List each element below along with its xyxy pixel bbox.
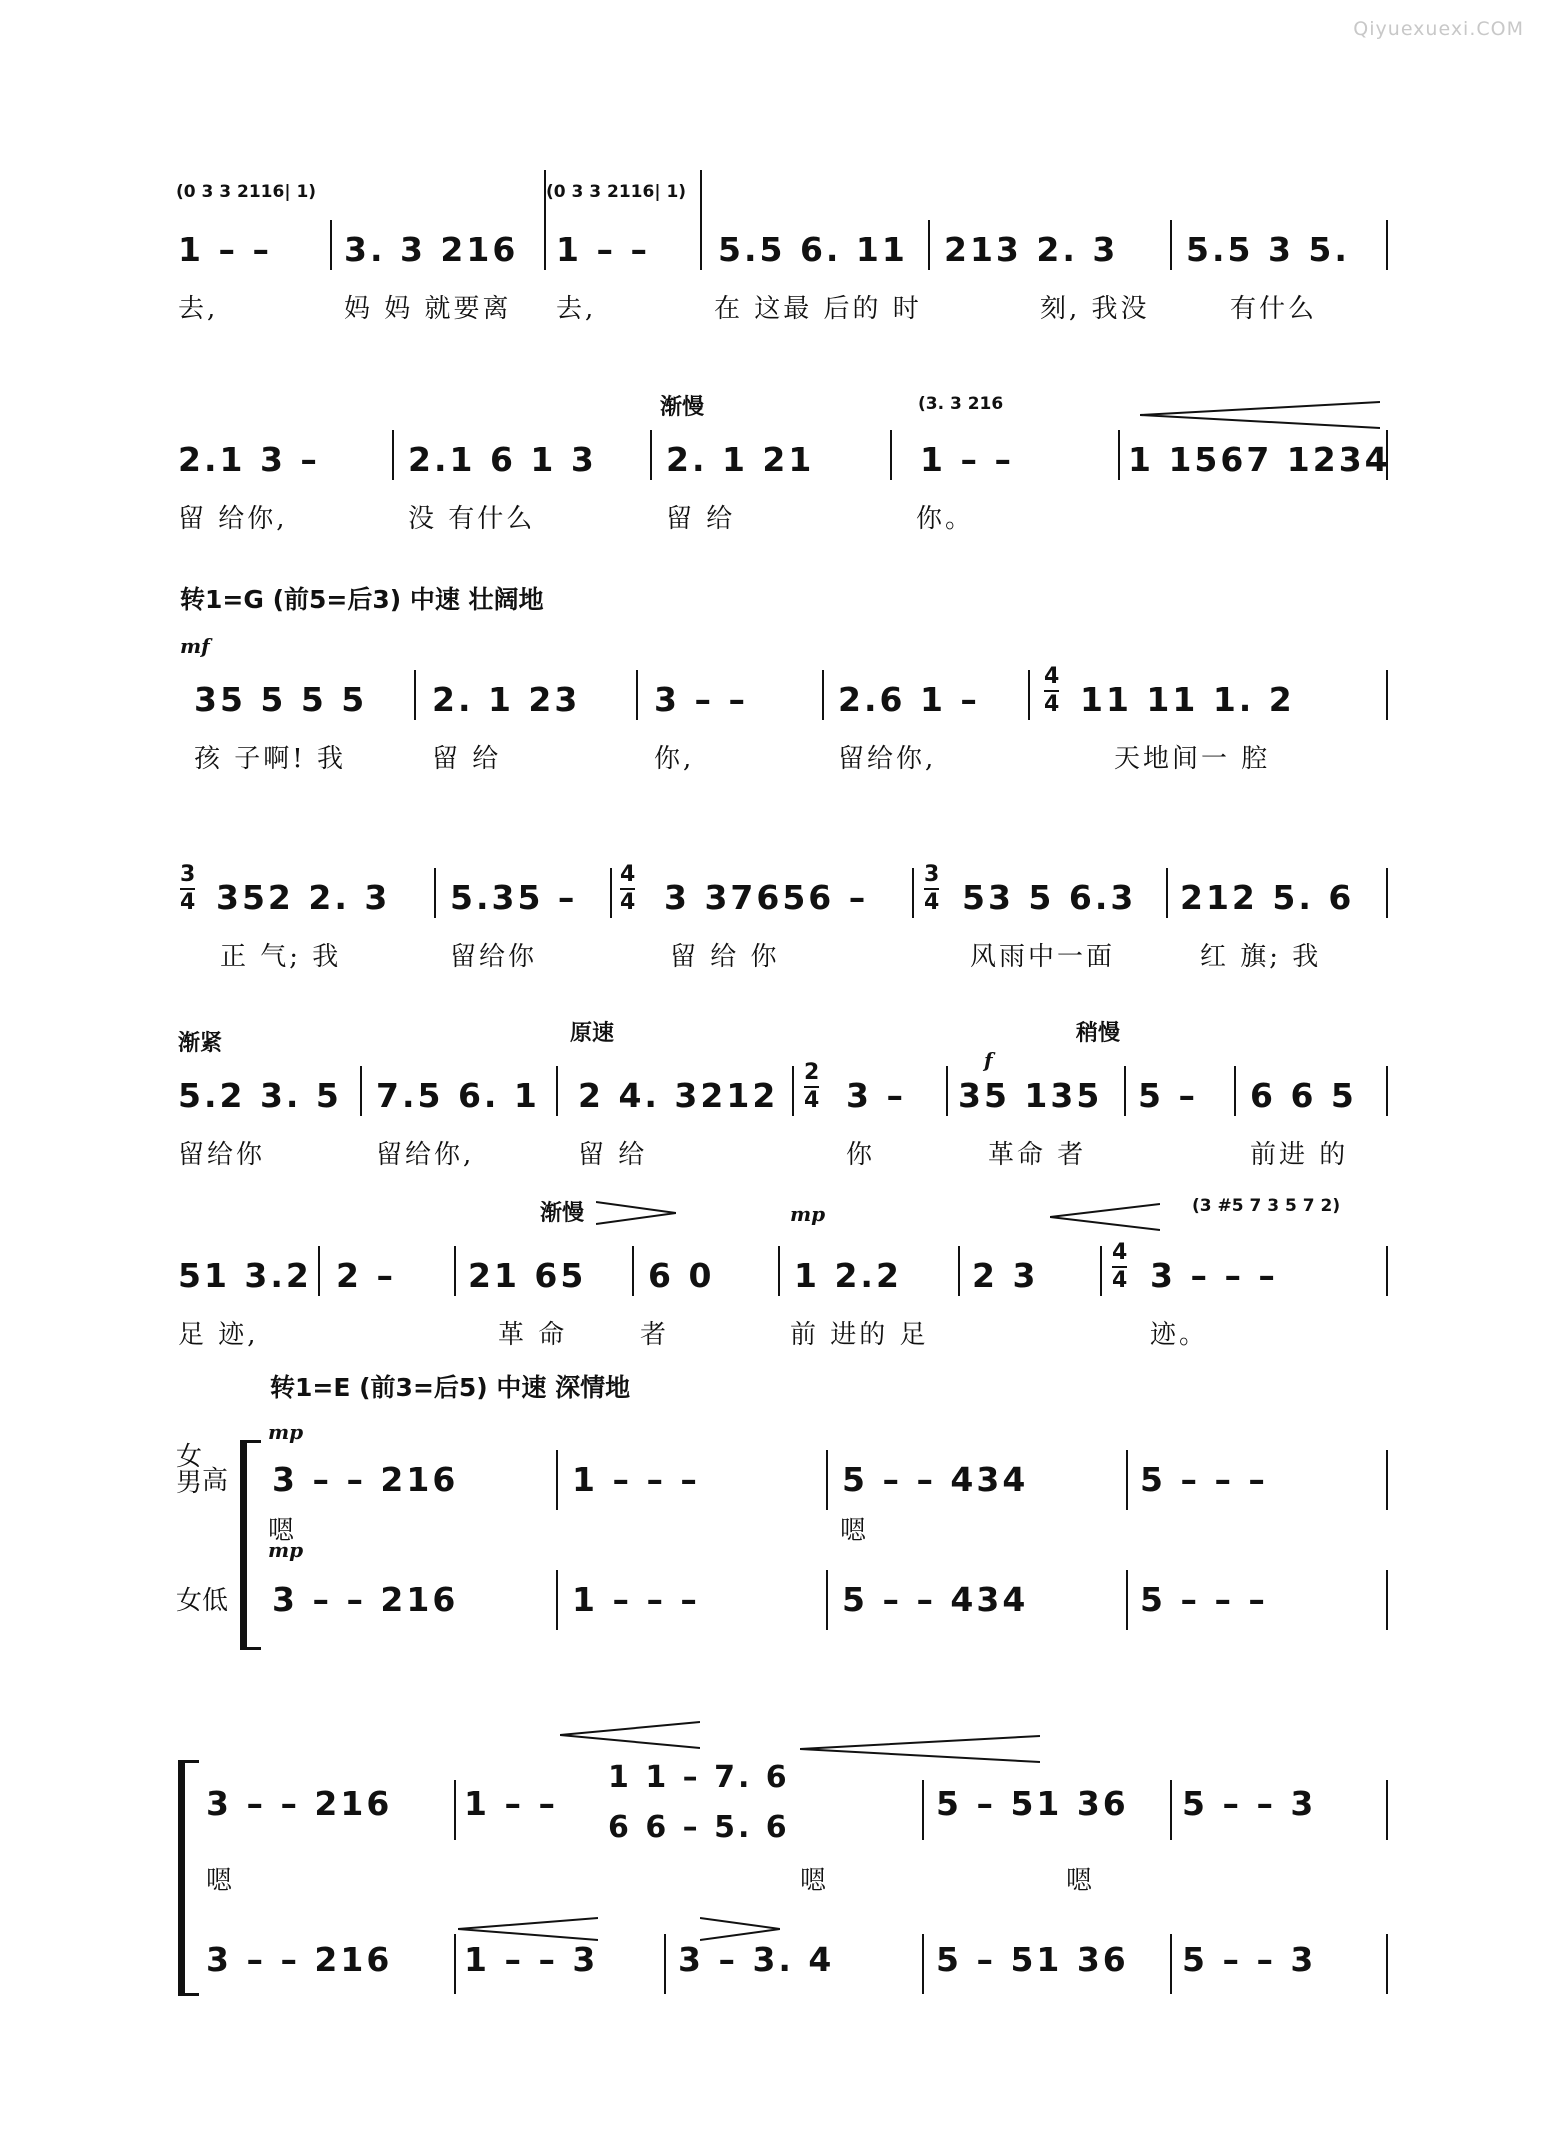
lyric-line: 留 给 (578, 1140, 648, 1170)
measure-notes: 3. 3 216 (344, 230, 519, 269)
time-sig-top: 3 (924, 862, 940, 887)
preamble: (3. 3 216 (918, 394, 1004, 414)
measure-notes-divisi: 6 6 – 5. 6 (608, 1810, 790, 1845)
barline (556, 1066, 558, 1116)
measure-notes: 3 – (846, 1076, 906, 1115)
part-char: 女 (176, 1442, 203, 1472)
barline (700, 170, 702, 270)
lyric-line: 前进 的 (1250, 1140, 1349, 1170)
measure-notes: 2 – (336, 1256, 396, 1295)
measure-notes: 2 3 (972, 1256, 1039, 1295)
measure-notes: 35 5 5 5 (194, 680, 368, 719)
barline (1386, 1934, 1388, 1994)
measure-notes: 3 – – – (1150, 1256, 1278, 1295)
lyric-line: 有什么 (1230, 294, 1318, 324)
barline (636, 670, 638, 720)
measure-notes: 1 – – – (572, 1580, 700, 1619)
tempo-marking: 稍慢 (1076, 1021, 1121, 1046)
time-sig-bottom: 4 (1112, 1268, 1128, 1293)
system-4 (0, 818, 1560, 972)
barline (1386, 220, 1388, 270)
barline (1118, 430, 1120, 480)
lyric-line: 在 这最 后的 时 (714, 294, 922, 324)
barline (1126, 1450, 1128, 1510)
barline (822, 670, 824, 720)
time-signature (804, 1060, 819, 1114)
measure-notes: 53 5 6.3 (962, 878, 1137, 917)
preamble-a: (0 3 3 2116| 1) (176, 182, 317, 202)
lyric-line: 妈 妈 就要离 (344, 294, 512, 324)
barline (556, 1570, 558, 1630)
barline (1100, 1246, 1102, 1296)
measure-notes: 5 – – – (1140, 1460, 1268, 1499)
part-label-upper (176, 1444, 202, 1496)
lyric-line: 革 命 (498, 1320, 568, 1350)
tempo-marking: 原速 (570, 1021, 615, 1046)
barline (1386, 1570, 1388, 1630)
tempo-marking: 渐慢 (540, 1201, 585, 1226)
time-sig-bottom: 4 (924, 890, 940, 915)
measure-notes: 352 2. 3 (216, 878, 391, 917)
part-char: 男 (176, 1468, 203, 1498)
barline (360, 1066, 362, 1116)
key-change: 转1=E (前3=后5) 中速 深情地 (270, 1373, 631, 1402)
lyric-line: 刻, 我没 (1040, 294, 1150, 324)
barline (454, 1246, 456, 1296)
measure-notes: 3 – 3. 4 (678, 1940, 835, 1979)
time-sig-top: 4 (1112, 1240, 1128, 1265)
measure-notes: 1 – – – (572, 1460, 700, 1499)
system-2 (0, 380, 1560, 534)
lyric-line: 留给你 (178, 1140, 266, 1170)
barline (1028, 670, 1030, 720)
measure-notes: 51 3.2 (178, 1256, 312, 1295)
measure-notes: 1 – – (556, 230, 650, 269)
part-label-lower: 女低 (176, 1586, 229, 1616)
measure-notes: 1 1567 1234 (1128, 440, 1391, 479)
time-sig-bottom: 4 (1044, 692, 1060, 717)
lyric-line: 迹。 (1150, 1320, 1209, 1350)
barline (826, 1570, 828, 1630)
measure-notes: 2.6 1 – (838, 680, 980, 719)
lyric-line: 嗯 (268, 1516, 298, 1546)
measure-notes: 213 2. 3 (944, 230, 1119, 269)
preamble-b: (0 3 3 2116| 1) (546, 182, 687, 202)
time-sig-bottom: 4 (620, 890, 636, 915)
barline (792, 1066, 794, 1116)
barline (1170, 1934, 1172, 1994)
measure-notes: 5 – – – (1140, 1580, 1268, 1619)
measure-notes: 7.5 6. 1 (376, 1076, 540, 1115)
lyric-line: 嗯 (206, 1866, 236, 1896)
measure-notes: 5.5 3 5. (1186, 230, 1350, 269)
barline (778, 1246, 780, 1296)
lyric-line: 去, (178, 294, 219, 324)
barline (890, 430, 892, 480)
measure-notes: 2.1 3 – (178, 440, 320, 479)
barline (318, 1246, 320, 1296)
tempo-marking: 渐慢 (660, 395, 705, 420)
barline (1126, 1570, 1128, 1630)
barline (1386, 1246, 1388, 1296)
measure-notes: 1 1 – 7. 6 (608, 1760, 790, 1795)
lyric-line: 嗯 (800, 1866, 830, 1896)
measure-notes: 3 37656 – (664, 878, 869, 917)
lyric-line: 红 旗; 我 (1200, 942, 1322, 972)
lyric-line: 风雨中一面 (970, 942, 1116, 972)
barline (1386, 868, 1388, 918)
lyric-line: 孩 子啊! 我 (194, 744, 346, 774)
choir-bracket (240, 1440, 261, 1650)
barline (556, 1450, 558, 1510)
time-sig-top: 4 (1044, 664, 1060, 689)
barline (928, 220, 930, 270)
measure-notes: 1 – – (178, 230, 272, 269)
barline (922, 1780, 924, 1840)
barline (392, 430, 394, 480)
lyric-line: 你 (846, 1140, 876, 1170)
measure-notes: 3 – – 216 (272, 1580, 459, 1619)
measure-notes: 2. 1 21 (666, 440, 815, 479)
time-signature (1112, 1240, 1127, 1294)
barline (1170, 1780, 1172, 1840)
barline (632, 1246, 634, 1296)
system-1 (0, 170, 1560, 330)
barline (1386, 1780, 1388, 1840)
lyric-line: 留给你, (376, 1140, 475, 1170)
barline (1170, 220, 1172, 270)
lyric-line: 足 迹, (178, 1320, 259, 1350)
measure-notes: 5.35 – (450, 878, 578, 917)
lyric-line: 者 (640, 1320, 670, 1350)
measure-notes: 212 5. 6 (1180, 878, 1355, 917)
barline (1124, 1066, 1126, 1116)
crescendo-hairpin (458, 1916, 598, 1942)
barline (1234, 1066, 1236, 1116)
measure-notes: 5 – – 434 (842, 1580, 1029, 1619)
barline (958, 1246, 960, 1296)
measure-notes: 5 – – 434 (842, 1460, 1029, 1499)
lyric-line: 嗯 (840, 1516, 870, 1546)
time-sig-bottom: 4 (180, 890, 196, 915)
barline (946, 1066, 948, 1116)
measure-notes: 1 2.2 (794, 1256, 902, 1295)
system-3 (0, 620, 1560, 774)
measure-notes: 21 65 (468, 1256, 587, 1295)
system-5 (0, 1016, 1560, 1170)
choir-bracket (178, 1760, 199, 1996)
lyric-line: 留给你 (450, 942, 538, 972)
decrescendo-hairpin (700, 1916, 780, 1942)
measure-notes: 2.1 6 1 3 (408, 440, 597, 479)
lyric-line: 前 进的 足 (790, 1320, 929, 1350)
preamble: (3 #5 7 3 5 7 2) (1192, 1196, 1341, 1216)
key-change: 转1=G (前5=后3) 中速 壮阔地 (180, 585, 544, 614)
measure-notes: 2 4. 3212 (578, 1076, 779, 1115)
barline (912, 868, 914, 918)
measure-notes: 5 – (1138, 1076, 1198, 1115)
barline (1386, 1450, 1388, 1510)
measure-notes: 5 – 51 36 (936, 1940, 1129, 1979)
time-sig-top: 2 (804, 1060, 820, 1085)
lyric-line: 留 给你, (178, 504, 288, 534)
measure-notes: 35 135 (958, 1076, 1103, 1115)
barline (922, 1934, 924, 1994)
barline (330, 220, 332, 270)
dynamic-marking: mf (180, 634, 210, 658)
measure-notes: 1 – – (464, 1784, 558, 1823)
measure-notes: 5 – – 3 (1182, 1940, 1317, 1979)
measure-notes: 1 – – 3 (464, 1940, 599, 1979)
lyric-line: 天地间一 腔 (1114, 744, 1271, 774)
barline (650, 430, 652, 480)
tempo-marking: 渐紧 (178, 1031, 223, 1056)
lyric-line: 留 给 (666, 504, 736, 534)
lyric-line: 去, (556, 294, 597, 324)
choir-system-1 (0, 1420, 1560, 1680)
time-signature (180, 862, 195, 916)
time-signature (620, 862, 635, 916)
barline (1386, 1066, 1388, 1116)
measure-notes: 3 – – 216 (206, 1940, 393, 1979)
time-sig-bottom: 4 (804, 1088, 820, 1113)
time-signature (924, 862, 939, 916)
time-sig-top: 4 (620, 862, 636, 887)
measure-notes: 5.2 3. 5 (178, 1076, 342, 1115)
decrescendo-hairpin (596, 1200, 676, 1226)
measure-notes: 5 – – 3 (1182, 1784, 1317, 1823)
measure-notes: 3 – – (654, 680, 748, 719)
crescendo-hairpin (800, 1734, 1040, 1764)
lyric-line: 留 给 (432, 744, 502, 774)
barline (1166, 868, 1168, 918)
choir-system-2 (0, 1720, 1560, 2020)
measure-notes: 11 11 1. 2 (1080, 680, 1295, 719)
time-signature (1044, 664, 1059, 718)
lyric-line: 没 有什么 (408, 504, 536, 534)
measure-notes: 3 – – 216 (206, 1784, 393, 1823)
part-label-upper-voice: 高 (202, 1466, 229, 1496)
lyric-line: 正 气; 我 (220, 942, 342, 972)
lyric-line: 留 给 你 (670, 942, 780, 972)
measure-notes: 1 – – (920, 440, 1014, 479)
crescendo-hairpin (1140, 400, 1380, 430)
system-6 (0, 1196, 1560, 1350)
barline (610, 868, 612, 918)
lyric-line: 嗯 (1066, 1866, 1096, 1896)
dynamic-marking: mp (790, 1202, 826, 1226)
barline (454, 1934, 456, 1994)
barline (544, 170, 546, 270)
measure-notes: 5.5 6. 11 (718, 230, 908, 269)
barline (826, 1450, 828, 1510)
measure-notes: 3 – – 216 (272, 1460, 459, 1499)
barline (1386, 670, 1388, 720)
crescendo-hairpin (1050, 1202, 1160, 1232)
lyric-line: 你。 (916, 504, 975, 534)
crescendo-hairpin (560, 1720, 700, 1750)
dynamic-marking: mp (268, 1538, 304, 1562)
measure-notes: 5 – 51 36 (936, 1784, 1129, 1823)
barline (434, 868, 436, 918)
measure-notes: 6 6 5 (1250, 1076, 1357, 1115)
lyric-line: 留给你, (838, 744, 937, 774)
barline (454, 1780, 456, 1840)
dynamic-marking: mp (268, 1420, 304, 1444)
watermark: Qiyuexuexi.COM (1353, 18, 1524, 40)
time-sig-top: 3 (180, 862, 196, 887)
lyric-line: 你, (654, 744, 695, 774)
barline (414, 670, 416, 720)
barline (664, 1934, 666, 1994)
lyric-line: 革命 者 (988, 1140, 1087, 1170)
measure-notes: 2. 1 23 (432, 680, 581, 719)
dynamic-marking: f (984, 1048, 993, 1072)
measure-notes: 6 0 (648, 1256, 715, 1295)
